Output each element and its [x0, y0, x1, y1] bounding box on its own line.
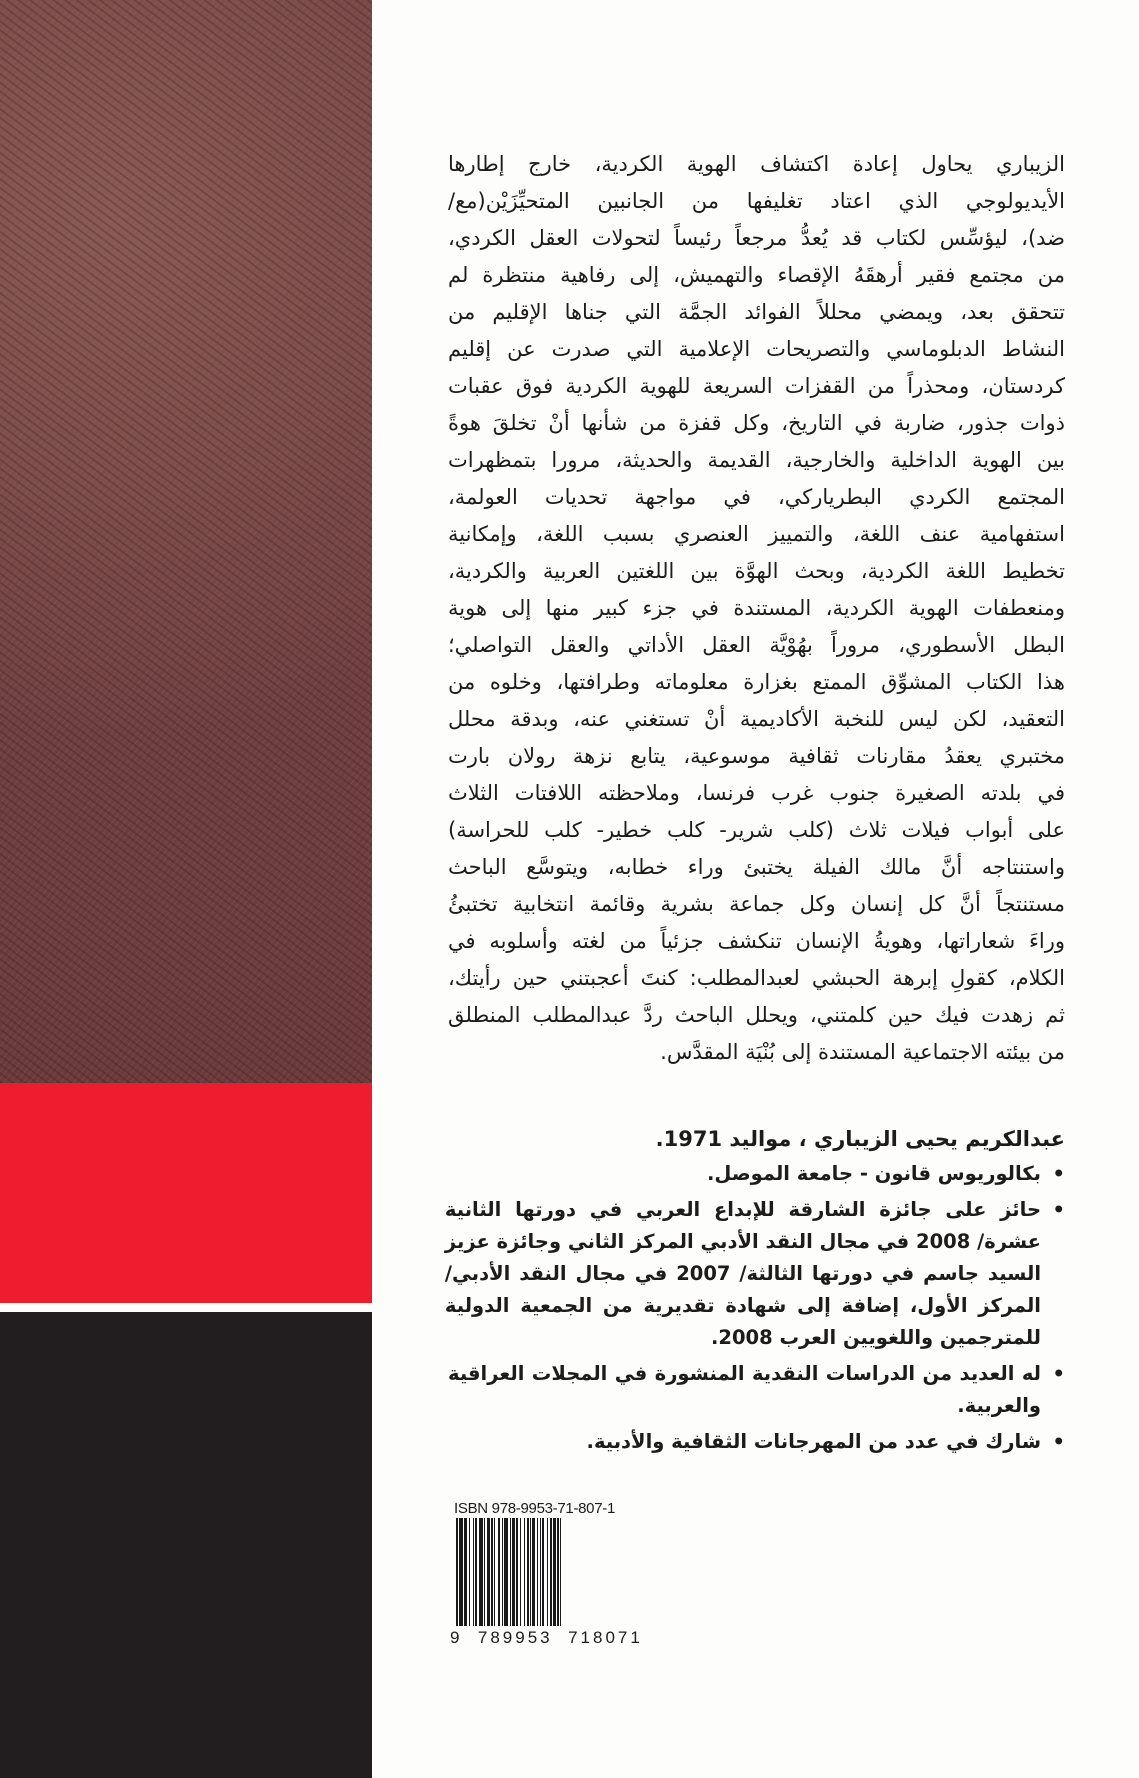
- bullet-icon: •: [1052, 1430, 1065, 1453]
- description-line: في بلدته الصغيرة جنوب غرب فرنسا، وملاحظته اللافتات الثلاث: [448, 781, 1065, 805]
- bullet-line: حائز على جائزة الشارقة للإبداع العربي في دورتها الثانية: [444, 1198, 1041, 1221]
- description-line: المجتمع الكردي البطرياركي، في مواجهة تحديات العولمة،: [448, 485, 1065, 509]
- barcode-bars: [456, 1518, 650, 1626]
- textured-panel: [0, 0, 372, 1083]
- book-description: [448, 146, 1065, 1071]
- author-heading: عبدالكريم يحيى الزيباري ، مواليد 1971.: [655, 1127, 1065, 1151]
- bullet-line: بكالوريوس قانون - جامعة الموصل.: [707, 1162, 1041, 1185]
- description-line: كردستان، ومحذراً من القفزات السريعة للهوية الكردية فوق عقبات: [448, 374, 1065, 398]
- description-line: النشاط الدبلوماسي والتصريحات الإعلامية التي صدرت عن إقليم: [448, 337, 1065, 361]
- bullet-icon: •: [1052, 1162, 1065, 1185]
- cover-side-strip: [0, 0, 372, 1778]
- bullet-line: والعربية.: [957, 1394, 1041, 1417]
- description-line: الزيباري يحاول إعادة اكتشاف الهوية الكردية، خارج إطارها: [448, 152, 1065, 176]
- bullet-line: للمترجمين واللغويين العرب 2008.: [710, 1326, 1041, 1349]
- description-line: تتحقق بعد، ويمضي محللاً الفوائد الجمَّة التي جناها الإقليم من: [448, 300, 1065, 324]
- barcode-bar: [561, 1518, 563, 1626]
- isbn-label: ISBN 978-9953-71-807-1: [454, 1500, 616, 1517]
- description-line: ذوات جذور، ضاربة في التاريخ، وكل قفزة من شأنها أنْ تخلقَ هوةً: [448, 411, 1065, 435]
- barcode-digits: 9 789953 718071: [450, 1628, 643, 1647]
- bullet-icon: •: [1052, 1362, 1065, 1385]
- bullet-icon: •: [1052, 1198, 1065, 1221]
- author-bullets: [444, 1158, 1065, 1458]
- description-line: مستنتجاً أنَّ كل إنسان وكل جماعة بشرية وقائمة انتخابية تختبئُ: [448, 892, 1065, 916]
- bullet-line: عشرة/ 2008 في مجال النقد الأدبي المركز الثاني وجائزة عزيز: [444, 1230, 1041, 1253]
- description-line: واستنتاجه أنَّ مالك الفيلة يختبئ وراء خطابه، ويتوسَّع الباحث: [448, 855, 1065, 879]
- bullet-line: له العديد من الدراسات النقدية المنشورة في المجلات العراقية: [448, 1362, 1041, 1385]
- description-line: تخطيط اللغة الكردية، وبحث الهوَّة بين اللغتين العربية والكردية،: [448, 559, 1065, 583]
- description-line: التعقيد، لكن ليس للنخبة الأكاديمية أنْ تستغني عنه، وبدقة محلل: [448, 707, 1065, 731]
- bio-bullet: [448, 1158, 1065, 1190]
- bullet-line: المركز الأول، إضافة إلى شهادة تقديرية من الجمعية الدولية: [444, 1294, 1041, 1317]
- description-line: بين الهوية الداخلية والخارجية، القديمة والحديثة، مرورا بتمظهرات: [448, 448, 1065, 472]
- bio-bullet: [448, 1358, 1065, 1422]
- black-band: [0, 1312, 372, 1778]
- description-line: البطل الأسطوري، مروراً بهُوْيَّة العقل الأداتي والعقل التواصلي؛: [448, 633, 1065, 657]
- description-line: استفهامية عنف اللغة، والتمييز العنصري بسبب اللغة، وإمكانية: [448, 522, 1065, 546]
- description-line: هذا الكتاب المشوِّق الممتع بغزارة معلوماته وطرافتها، وخلوه من: [448, 670, 1065, 694]
- bullet-line: شارك في عدد من المهرجانات الثقافية والأدبية.: [586, 1430, 1041, 1453]
- description-line: ومنعطفات الهوية الكردية، المستندة في جزء كبير منها إلى هوية: [448, 596, 1065, 620]
- bullet-line: السيد جاسم في دورتها الثالثة/ 2007 في مجال النقد الأدبي/: [444, 1262, 1042, 1285]
- isbn-barcode: [450, 1500, 650, 1648]
- bio-bullet: [448, 1426, 1065, 1458]
- description-line: مختبري يعقدُ مقارنات ثقافية موسوعية، يتابع نزهة رولان بارت: [448, 744, 1065, 768]
- description-line: على أبواب فيلات ثلاث (كلب شرير- كلب خطير- كلب للحراسة): [448, 818, 1065, 842]
- description-line: ثم زهدت فيك حين كلمتني، ويحلل الباحث ردَّ عبدالمطلب المنطلق: [448, 1003, 1065, 1027]
- description-line: من مجتمع فقير أرهقَهُ الإقصاء والتهميش، إلى رفاهية منتظرة لم: [448, 263, 1065, 287]
- author-bio: [444, 1120, 1065, 1458]
- description-line: وراءَ شعاراتها، وهويةُ الإنسان تنكشف جزئياً من لغته وأسلوبه في: [448, 929, 1065, 953]
- description-line: ضد)، ليؤسِّس لكتاب قد يُعدُّ مرجعاً رئيساً لتحولات العقل الكردي،: [448, 226, 1065, 250]
- description-line: الأيديولوجي الذي اعتاد تغليفها من الجانبين المتحيِّزَيْن(مع/: [448, 189, 1065, 213]
- bio-bullet: [444, 1194, 1065, 1354]
- description-line: الكلام، كقولِ إبرهة الحبشي لعبدالمطلب: كنتَ أعجبتني حين رأيتك،: [448, 966, 1065, 990]
- description-line: من بيئته الاجتماعية المستندة إلى بُنْيَة المقدَّس.: [660, 1040, 1065, 1064]
- red-band: [0, 1083, 372, 1303]
